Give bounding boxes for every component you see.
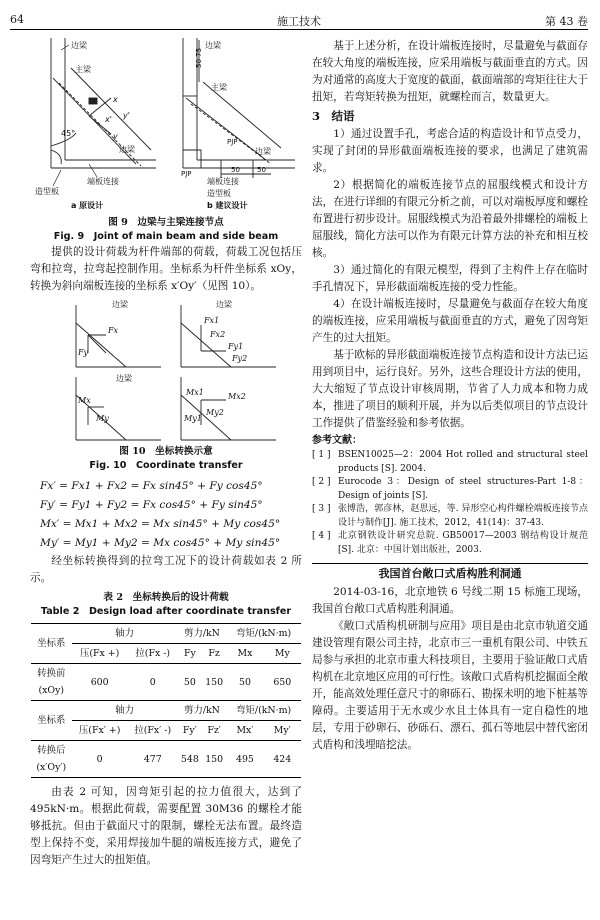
section-heading-conclusion: 3 结语 (312, 109, 355, 123)
fig10-label-fy1: Fy1 (228, 342, 244, 351)
label-end-plate-a: 端板连接 (87, 177, 119, 186)
reference-item (312, 476, 588, 503)
td-b-2: 50 (178, 664, 202, 701)
news-paragraph-1: 2014-03-16，北京地铁 6 号线二期 15 标施工现场，我国首台敞口式盾构胜利洞通。 (312, 586, 588, 615)
label-x-prime: x' (105, 115, 112, 124)
td-a-1: 477 (128, 741, 178, 778)
label-angle: 45° (61, 129, 76, 138)
ref-text: 北京钢铁设计研究总院. GB50017—2003 钢结构设计规范 [S]. 北京：中国计划出版社，2003. (338, 531, 588, 555)
th-a-0: 压(Fx′ +) (72, 721, 128, 741)
th-shear-1: 剪力/kN (178, 624, 227, 644)
td-b-1: 0 (128, 664, 178, 701)
right-column (312, 38, 588, 754)
subcaption-a: a 原设计 (71, 201, 104, 210)
fig10-label-mx: Mx (78, 396, 91, 405)
fig10-caption-en: Fig. 10 Coordinate transfer (89, 460, 243, 471)
conclusion-2: 2）根据简化的端板连接节点的屈服线模式和设计方法，在进行详细的有限元分析之前，可以对端板厚度和螺栓布置进行初步设计。屈服线模式为沿着最外排螺栓的端板上屈服线，简化方法可以作为有限元计算方法的补充和相互校核。 (312, 179, 588, 259)
th-a-3: Fz′ (202, 721, 226, 741)
td-a-5: 424 (264, 741, 301, 778)
figure-10 (36, 295, 296, 445)
after-label: 转换后 (37, 745, 66, 756)
fig10-label-mx2: Mx2 (228, 392, 246, 401)
label-main-beam-b: 主梁 (211, 83, 227, 92)
news-paragraph-2: 《敞口式盾构机研制与应用》项目是由北京市轨道交通建设管理有限公司主持，北京市三一重机有限公司、中铁五局参与承担的北京市重大科技项目，主要用于验证敞口式盾构机在北京地区应用的可行性。该敞口式盾构机挖掘面全敞开，能高效处理任意尺寸的卵砾石、勘探未明的地下桩基等障碍。主要适用于无水或少水且土体具有一定自稳性的地层，专用于砂卵石、砂砾石、漂石、孤石等地层中替代密闭式盾构和浅埋暗挖法。 (312, 620, 588, 751)
fig10-label-fx: Fx (108, 326, 119, 335)
th-coord-1: 坐标系 (31, 624, 72, 664)
ref-text: 张博浩，郭彦林，赵思远，等. 异形空心构件螺栓端板连接节点设计与制作[J]. 施工技术，2012，41(14)：37-43. (338, 504, 588, 528)
figure-9 (31, 38, 301, 216)
th-axial-2: 轴力 (72, 701, 178, 721)
paragraph-table-intro: 经坐标转换得到的拉弯工况下的设计荷载如表 2 所示。 (30, 555, 302, 584)
th-a-2: Fy′ (178, 721, 202, 741)
fig10-label-side-beam-1: 边梁 (112, 300, 128, 309)
th-moment-1: 弯矩/(kN·m) (226, 624, 301, 644)
label-form-plate-b: 造型板 (207, 189, 231, 198)
volume: 第 43 卷 (545, 15, 588, 28)
label-dim1: 50 (231, 166, 240, 174)
th-a-5: My′ (264, 721, 301, 741)
equation-fx: Fx′ = Fx1 + Fx2 = Fx sin45° + Fy cos45° (40, 480, 263, 492)
fig10-label-side-beam-2: 边梁 (216, 300, 232, 309)
fig10-label-fx1: Fx1 (204, 316, 220, 325)
fig10-label-fy2: Fy2 (232, 354, 248, 363)
label-side-beam-a2: 边梁 (119, 145, 135, 154)
ref-text: BSEN10025—2：2004 Hot rolled and structural steel products [S]. 2004. (338, 450, 588, 474)
subcaption-b: b 建议设计 (207, 201, 248, 210)
news-title: 我国首台敞口式盾构胜利洞通 (378, 567, 522, 580)
label-side-beam-b2: 边梁 (255, 147, 271, 156)
fig10-label-my: My (96, 414, 109, 423)
reference-item (312, 449, 588, 476)
label-y: y (113, 132, 118, 141)
fig10-label-my2: My2 (206, 408, 224, 417)
conclusion-4: 4）在设计端板连接时，尽量避免与截面存在较大角度的端板连接，应采用端板与截面垂直的方式，避免了因弯矩产生的过大扭矩。 (312, 298, 588, 344)
td-b-5: 650 (264, 664, 301, 701)
th-a-1: 拉(Fx′ -) (128, 721, 178, 741)
td-b-0: 600 (72, 664, 128, 701)
label-dim-vertical: 50 75 (195, 47, 203, 68)
th-moment-2: 弯矩/(kN·m) (226, 701, 301, 721)
figure-9a (51, 38, 156, 168)
paragraph-analysis: 基于上述分析，在设计端板连接时，尽量避免与截面存在较大角度的端板连接，应采用端板与截面垂直的方式。因为对通常的高度大于宽度的截面，截面端部的弯矩往往大于扭矩，若弯矩转换为扭矩，就螺栓而言，数量更大。 (312, 40, 588, 103)
before-sub: (xOy) (38, 685, 65, 696)
ref-num: [ 1 ] (312, 450, 331, 460)
row-before-label (31, 664, 72, 701)
paragraph-table-analysis: 由表 2 可知，因弯矩引起的拉力值很大，达到了 495kN·m。根据此荷载，需要配置 30M36 的螺栓才能够抵抗。但由于截面尺寸的限制，螺栓无法布置。最终造型上保持不变，采用焊接加牛腿的端板连接方式，避免了因弯矩产生过大的扭矩值。 (30, 786, 302, 866)
label-y-prime: y' (123, 111, 130, 120)
th-b-1: 拉(Fx -) (128, 644, 178, 664)
row-after-label (31, 741, 72, 778)
label-x: x (113, 95, 118, 104)
label-side-beam-a: 边梁 (71, 41, 87, 50)
equation-block (30, 477, 302, 553)
th-axial-1: 轴力 (72, 624, 178, 644)
table2-caption-en: Table 2 Design load after coordinate transfer (40, 606, 292, 617)
ref-num: [ 2 ] (312, 477, 331, 487)
fig9-caption: 图 9 边梁与主梁连接节点 (108, 217, 224, 228)
th-a-4: Mx′ (226, 721, 263, 741)
reference-item (312, 503, 588, 530)
ref-num: [ 3 ] (312, 504, 331, 514)
fig9-caption-en: Fig. 9 Joint of main beam and side beam (53, 231, 279, 242)
label-main-beam-a: 主梁 (75, 65, 91, 74)
equation-fy: Fy′ = Fy1 + Fy2 = Fx cos45° + Fy sin45° (40, 499, 263, 511)
paragraph-load: 提供的设计荷载为杆件端部的荷载，荷载工况包括压弯和拉弯，拉弯起控制作用。坐标系为杆件坐标系 xOy，转换为斜向端板连接的坐标系 x′Oy′（见图 10）。 (30, 246, 302, 292)
th-b-4: Mx (226, 644, 263, 664)
journal-name: 施工技术 (277, 15, 321, 28)
conclusion-3: 3）通过简化的有限元模型，得到了主构件上存在临时手孔情况下，异形截面端板连接的受力性能。 (312, 264, 588, 293)
fig10-label-my1: My1 (184, 414, 202, 423)
after-sub: (x′Oy′) (36, 762, 67, 773)
th-b-3: Fz (202, 644, 226, 664)
table-2 (31, 623, 301, 778)
label-pjp-b2: PJP (181, 170, 192, 178)
th-b-5: My (264, 644, 301, 664)
ref-text: Eurocode 3：Design of steel structures-Part 1-8：Design of joints [S]. (338, 477, 588, 501)
td-a-0: 0 (72, 741, 128, 778)
fig10-label-fx2: Fx2 (210, 330, 226, 339)
label-form-plate-a: 造型板 (35, 187, 59, 196)
td-a-4: 495 (226, 741, 263, 778)
ref-num: [ 4 ] (312, 531, 331, 541)
label-end-plate-b: 端板连接 (207, 177, 239, 186)
equation-my: My′ = My1 + My2 = Mx cos45° + My sin45° (40, 537, 281, 549)
label-side-beam-b: 边梁 (205, 41, 221, 50)
td-b-3: 150 (202, 664, 226, 701)
fig10-label-side-beam-3: 边梁 (116, 374, 132, 383)
paragraph-summary: 基于欧标的异形截面端板连接节点构造和设计方法已运用到项目中，运行良好。另外，这些合理设计方法的使用，大大缩短了节点设计审核周期，节省了人力成本和物力成本，推进了项目的顺利开展，并为以后类似项目的节点设计工作提供了借鉴经验和参考依据。 (312, 349, 588, 429)
page-number: 64 (10, 13, 24, 26)
equation-mx: Mx′ = Mx1 + Mx2 = Mx sin45° + My cos45° (40, 518, 281, 530)
fig10-caption: 图 10 坐标转换示意 (119, 446, 213, 457)
before-label: 转换前 (37, 668, 66, 679)
td-a-2: 548 (178, 741, 202, 778)
label-pjp-b: PJP (227, 138, 238, 146)
fig10-label-fy: Fy (78, 348, 89, 357)
th-b-0: 压(Fx +) (72, 644, 128, 664)
reference-item (312, 530, 588, 557)
td-a-3: 150 (202, 741, 226, 778)
conclusion-1: 1）通过设置手孔，考虑合适的构造设计和节点受力，实现了封闭的异形截面端板连接的要求，也满足了建筑需求。 (312, 128, 588, 174)
fig10-label-mx1: Mx1 (186, 388, 204, 397)
td-b-4: 50 (226, 664, 263, 701)
references-heading: 参考文献： (312, 435, 362, 446)
table2-caption: 表 2 坐标转换后的设计荷载 (103, 592, 229, 603)
left-column (30, 38, 302, 869)
th-shear-2: 剪力/kN (178, 701, 227, 721)
th-coord-2: 坐标系 (31, 701, 72, 741)
page-header (10, 10, 588, 30)
label-dim2: 50 (257, 166, 266, 174)
th-b-2: Fy (178, 644, 202, 664)
